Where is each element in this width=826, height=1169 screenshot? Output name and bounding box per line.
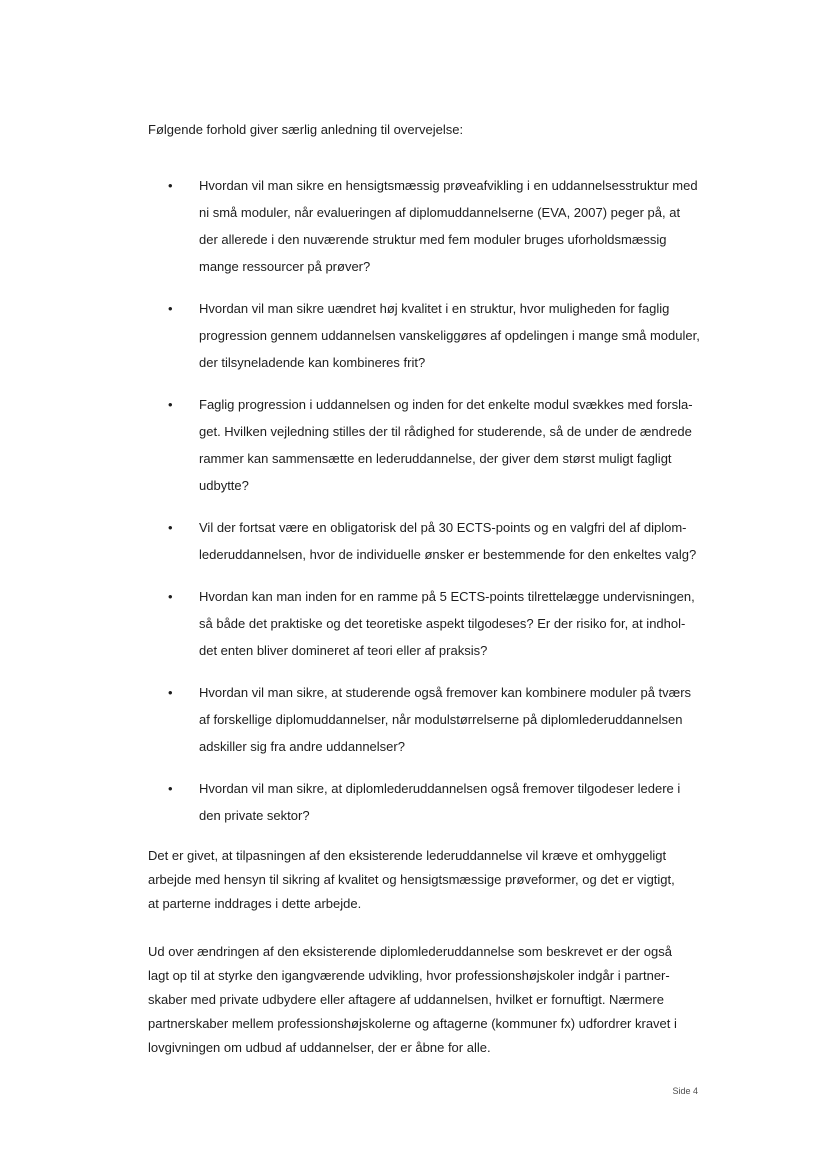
text-line: Hvordan vil man sikre, at studerende også fremover kan kombinere moduler på tværs [199,685,692,700]
text-line: arbejde med hensyn til sikring af kvalitet og hensigtsmæssige prøveformer, og det er vigtigt, [148,872,675,887]
text-line: der allerede i den nuværende struktur med fem moduler bruges uforholdsmæssig [199,232,667,247]
text-line: progression gennem uddannelsen vanskeliggøres af opdelingen i mange små moduler, [199,328,700,343]
bullet-icon: • [168,520,173,535]
text-line: Hvordan vil man sikre, at diplomlederuddannelsen også fremover tilgodeser ledere i [199,781,681,796]
bullet-item [148,775,714,829]
bullet-icon: • [168,397,173,412]
text-line: Vil der fortsat være en obligatorisk del på 30 ECTS-points og en valgfri del af diplom- [199,520,687,535]
text-line: get. Hvilken vejledning stilles der til rådighed for studerende, så de under de ændrede [199,424,692,439]
text-line: så både det praktiske og det teoretiske aspekt tilgodeses? Er der risiko for, at indhol- [199,616,686,631]
text-line: at parterne inddrages i dette arbejde. [148,896,362,911]
bullet-icon: • [168,781,173,796]
text-line: lagt op til at styrke den igangværende udvikling, hvor professionshøjskoler indgår i partner- [148,968,670,983]
page-number: Side 4 [672,1086,698,1096]
body-paragraphs [148,844,714,1060]
text-line: den private sektor? [199,808,310,823]
bullet-icon: • [168,178,173,193]
text-line: udbytte? [199,478,249,493]
text-line: Faglig progression i uddannelsen og inden for det enkelte modul svækkes med forsla- [199,397,693,412]
bullet-icon: • [168,685,173,700]
text-line: lovgivningen om udbud af uddannelser, der er åbne for alle. [148,1040,491,1055]
intro-paragraph: Følgende forhold giver særlig anledning til overvejelse: [148,122,464,137]
text-line: ni små moduler, når evalueringen af diplomuddannelserne (EVA, 2007) peger på, at [199,205,681,220]
document-content [148,116,714,1084]
text-line: partnerskaber mellem professionshøjskolerne og aftagerne (kommuner fx) udfordrer kravet i [148,1016,677,1031]
bullet-item [148,583,714,664]
text-line: Hvordan vil man sikre uændret høj kvalitet i en struktur, hvor muligheden for faglig [199,301,670,316]
text-line: Hvordan vil man sikre en hensigtsmæssig prøveafvikling i en uddannelsesstruktur med [199,178,698,193]
bullet-list [148,172,714,829]
bullet-item [148,295,714,376]
text-line: Det er givet, at tilpasningen af den eksisterende lederuddannelse vil kræve et omhyggeligt [148,848,667,863]
text-line: Ud over ændringen af den eksisterende diplomlederuddannelse som beskrevet er der også [148,944,672,959]
text-line: lederuddannelsen, hvor de individuelle ønsker er bestemmende for den enkeltes valg? [199,547,697,562]
text-line: af forskellige diplomuddannelser, når modulstørrelserne på diplomlederuddannelsen [199,712,683,727]
bullet-item [148,172,714,280]
bullet-icon: • [168,301,173,316]
text-line: adskiller sig fra andre uddannelser? [199,739,405,754]
text-line: Hvordan kan man inden for en ramme på 5 ECTS-points tilrettelægge undervisningen, [199,589,695,604]
text-line: mange ressourcer på prøver? [199,259,371,274]
bullet-item [148,679,714,760]
text-line: det enten bliver domineret af teori eller af praksis? [199,643,488,658]
bullet-item [148,391,714,499]
bullet-icon: • [168,589,173,604]
text-line: der tilsyneladende kan kombineres frit? [199,355,426,370]
body-paragraph [148,844,714,916]
body-paragraph [148,940,714,1060]
text-line: rammer kan sammensætte en lederuddannelse, der giver dem størst muligt fagligt [199,451,672,466]
bullet-item [148,514,714,568]
text-line: skaber med private udbydere eller aftagere af uddannelsen, hvilket er fornuftigt. Nærmere [148,992,664,1007]
